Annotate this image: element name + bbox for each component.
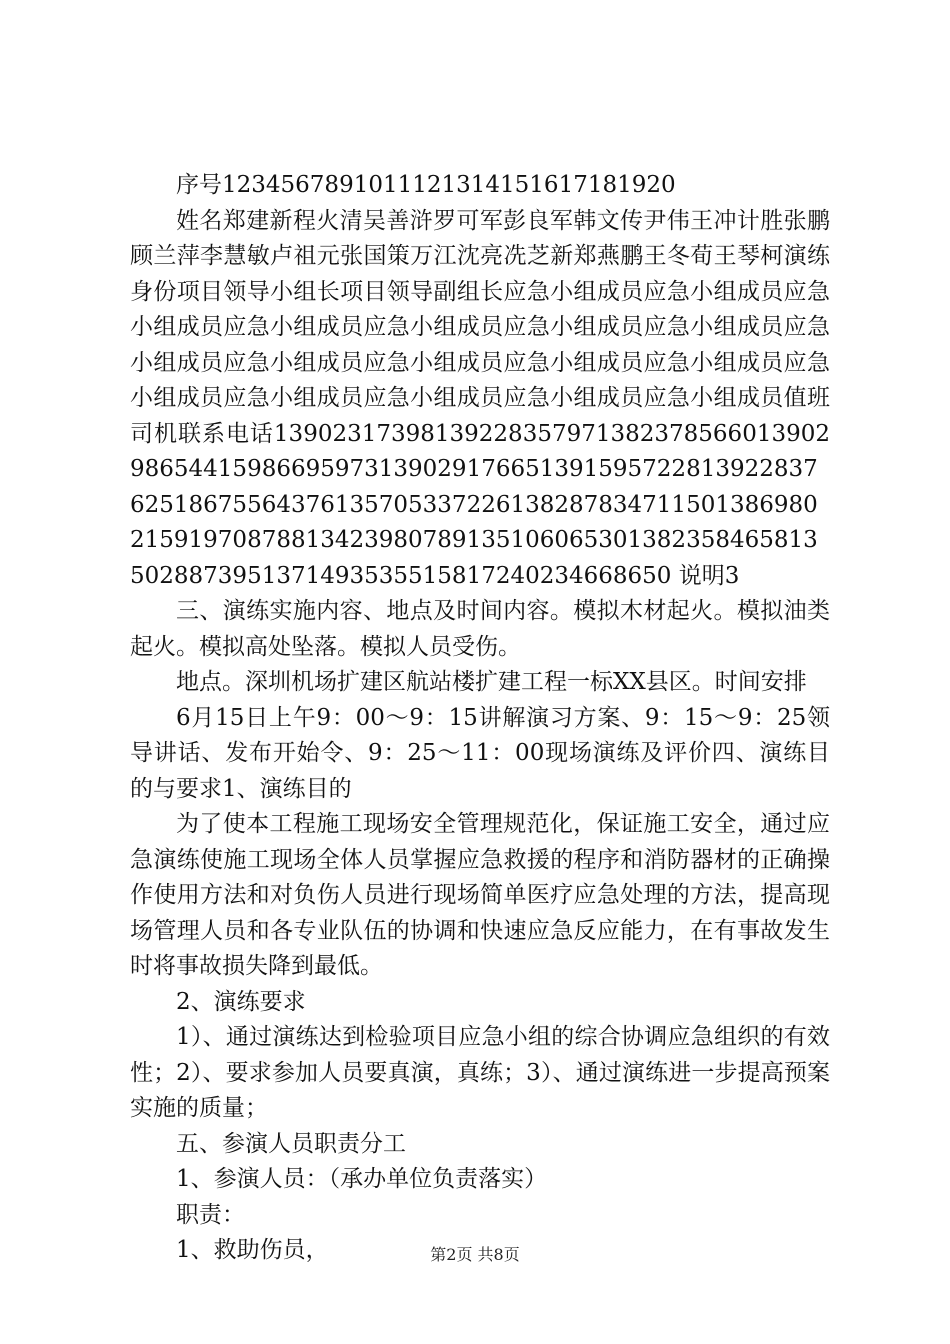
requirements-heading: 2、演练要求 — [176, 988, 306, 1015]
page-footer: 第2页 共8页 — [430, 1245, 520, 1264]
requirements-paragraph: 1）、通过演练达到检验项目应急小组的综合协调应急组织的有效性；2）、要求参加人员要真演，真练；3）、通过演练进一步提高预案实施的质量； — [130, 1024, 830, 1121]
section-3-heading: 三、演练实施内容、地点及时间内容。模拟木材起火。模拟油类起火。模拟高处坠落。模拟人员受伤。 — [130, 598, 830, 660]
roster-names-roles-phones: 姓名郑建新程火清吴善浒罗可军彭良军韩文传尹伟王冲计胜张鹏顾兰萍李慧敏卢祖元张国策万江沈亮冼芝新郑燕鹏王冬荀王琴柯演练身份项目领导小组长项目领导副组长应急小组成员应急小组成员应急小组成员应急小组成员应急小组成员应急小组成员应急小组成员应急小组成员应急小组成员应急小组成员应急小组成员应急小组成员应急小组成员应急小组成员应急小组成员应急小组成员应急小组成员值班司机联系电话1390231739813922835797138237856601390298654415986695973139029176651391595722813922837625186755643761357053372261382878347115013869802159197087881342398078913510606530138235846581350288739513714935355158172402346686​50 说明3 — [130, 207, 830, 589]
document-body — [130, 168, 830, 1269]
participants-line: 1、参演人员：（承办单位负责落实） — [176, 1166, 548, 1192]
section-5-heading: 五、参演人员职责分工 — [176, 1130, 406, 1157]
duties-label: 职责： — [176, 1201, 245, 1228]
location-paragraph: 地点。深圳机场扩建区航站楼扩建工程一标XX县区。时间安排 — [176, 669, 807, 695]
purpose-paragraph: 为了使本工程施工现场安全管理规范化，保证施工安全，通过应急演练使施工现场全体人员掌握应急救援的程序和消防器材的正确操作使用方法和对负伤人员进行现场简单医疗应急处理的方法，提高现场管理人员和各专业队伍的协调和快速应急反应能力，在有事故发生时将事故损失降到最低。 — [130, 811, 830, 979]
roster-number-row: 序号1234567891011121314151617181920 — [176, 172, 676, 198]
schedule-paragraph: 6月15日上午9：00～9：15讲解演习方案、9：15～9：25领导讲话、发布开始令、9：25～11：00现场演练及评价四、演练目的与要求1、演练目的 — [130, 704, 830, 802]
duty-item-1: 1、救助伤员， — [176, 1237, 329, 1263]
